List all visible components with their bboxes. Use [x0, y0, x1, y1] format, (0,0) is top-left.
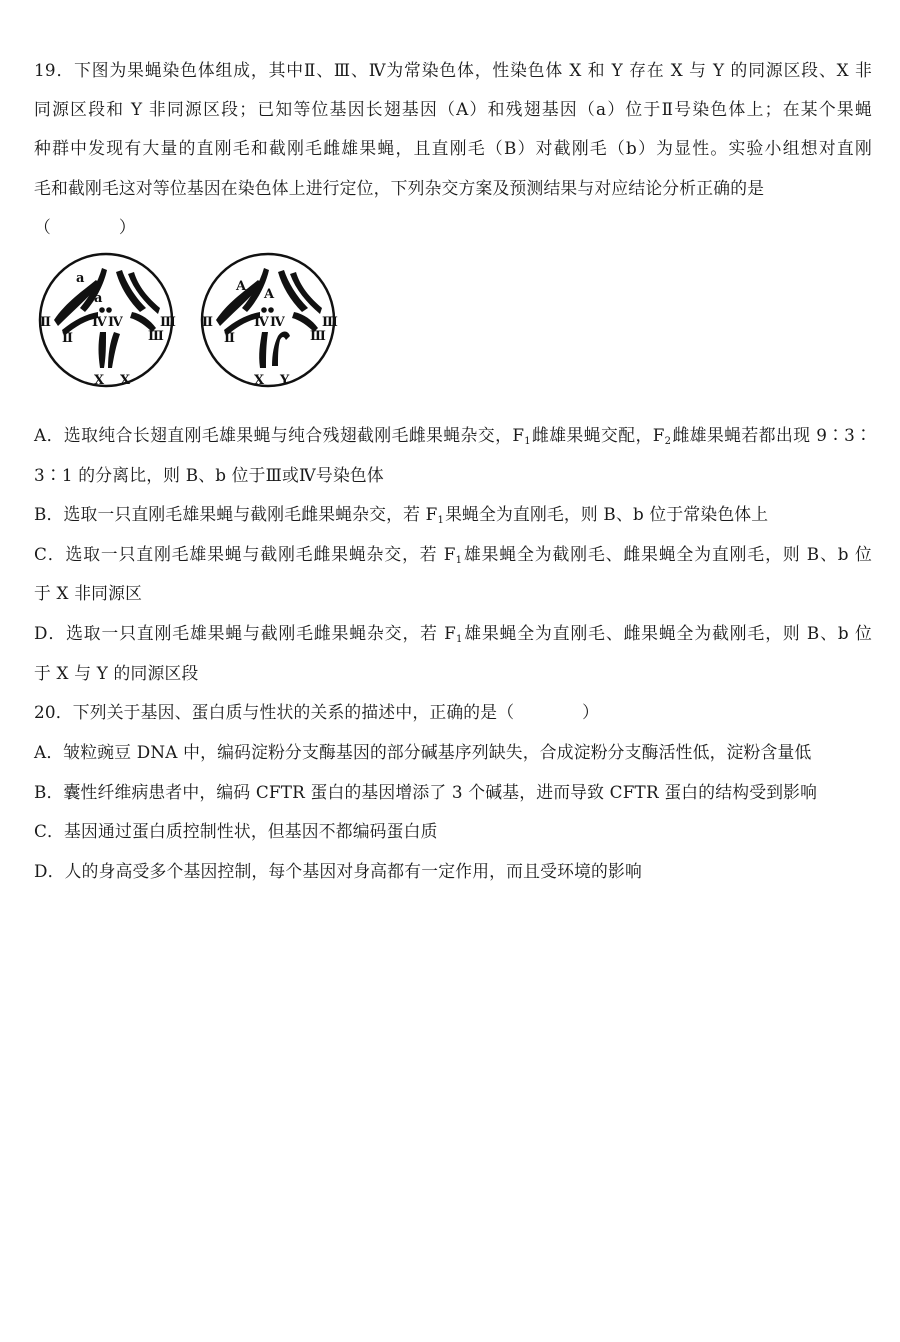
q20-option-b: B．囊性纤维病患者中，编码 CFTR 蛋白的基因增添了 3 个碱基，进而导致 CFTR 蛋白的结构受到影响 [34, 782, 818, 802]
label-right-iii-1: Ⅲ [310, 329, 326, 344]
label-right-a2: A [264, 287, 275, 302]
label-left-a1: a [76, 271, 85, 286]
label-right-iii-2: Ⅲ [322, 315, 338, 330]
label-right-a1: A [236, 279, 247, 294]
q19-option-d-line-1: D．选取一只直刚毛雄果蝇与截刚毛雌果蝇杂交，若 $F_1$雄果蝇全为直刚毛、雌果蝇全为截刚毛，则 B、b 位 [34, 623, 872, 645]
q20-option-d: D．人的身高受多个基因控制，每个基因对身高都有一定作用，而且受环境的影响 [34, 861, 643, 881]
label-left-x-2: X [120, 373, 131, 388]
label-left-a2: a [94, 291, 103, 306]
chromosome-figure [36, 250, 346, 390]
q19-stem-line-1: 19．下图为果蝇染色体组成，其中Ⅱ、Ⅲ、Ⅳ为常染色体，性染色体 X 和 Y 存在 X 与 Y 的同源区段、X 非 [34, 60, 872, 80]
q20-stem: 20．下列关于基因、蛋白质与性状的关系的描述中，正确的是（ ） [34, 702, 600, 722]
q19-option-a-line-1: A．选取纯合长翅直刚毛雄果蝇与纯合残翅截刚毛雌果蝇杂交，$F_1$雌雄果蝇交配，$F_2$雌雄果蝇若都出现 9∶3∶ [34, 425, 872, 447]
label-right-x: X [254, 373, 265, 388]
q19-stem-line-3: 种群中发现有大量的直刚毛和截刚毛雌雄果蝇，且直刚毛（B）对截刚毛（b）为显性。实验小组想对直刚 [34, 138, 872, 158]
label-left-ii-1: Ⅱ [40, 315, 51, 330]
q19-option-a-line-2: 3∶1 的分离比，则 B、b 位于Ⅲ或Ⅳ号染色体 [34, 465, 384, 485]
label-right-iv-1: Ⅳ [254, 315, 269, 330]
label-left-ii-2: Ⅱ [62, 331, 73, 346]
q19-answer-blank: （ ） [34, 217, 136, 237]
q19-stem-line-2: 同源区段和 Y 非同源区段；已知等位基因长翅基因（A）和残翅基因（a）位于Ⅱ号染色体上；在某个果蝇 [34, 99, 872, 119]
label-left-iv-2: Ⅳ [108, 315, 123, 330]
label-right-ii-2: Ⅱ [224, 331, 235, 346]
q19-stem-line-4: 毛和截刚毛这对等位基因在染色体上进行定位，下列杂交方案及预测结果与对应结论分析正确的是 [34, 178, 765, 198]
label-left-iv-1: Ⅳ [92, 315, 107, 330]
q19-option-c-line-1: C．选取一只直刚毛雄果蝇与截刚毛雌果蝇杂交，若 $F_1$雄果蝇全为截刚毛、雌果蝇全为直刚毛，则 B、b 位 [34, 544, 872, 566]
chromosome-cell-left [40, 254, 176, 388]
chromosome-cell-right [202, 254, 338, 388]
label-left-iii-1: Ⅲ [148, 329, 164, 344]
label-right-iv-2: Ⅳ [270, 315, 285, 330]
q20-option-a: A．皱粒豌豆 DNA 中，编码淀粉分支酶基因的部分碱基序列缺失，合成淀粉分支酶活性低，淀粉含量低 [34, 742, 812, 762]
label-left-iii-2: Ⅲ [160, 315, 176, 330]
q19-option-b: B．选取一只直刚毛雄果蝇与截刚毛雌果蝇杂交，若 $F_1$果蝇全为直刚毛，则 B、b 位于常染色体上 [34, 504, 769, 526]
label-right-ii-1: Ⅱ [202, 315, 213, 330]
q20-option-c: C．基因通过蛋白质控制性状，但基因不都编码蛋白质 [34, 821, 438, 841]
q19-option-d-line-2: 于 X 与 Y 的同源区段 [34, 663, 199, 683]
label-left-x-1: X [94, 373, 105, 388]
label-right-y: Y [280, 373, 290, 388]
q19-option-c-line-2: 于 X 非同源区 [34, 583, 143, 603]
